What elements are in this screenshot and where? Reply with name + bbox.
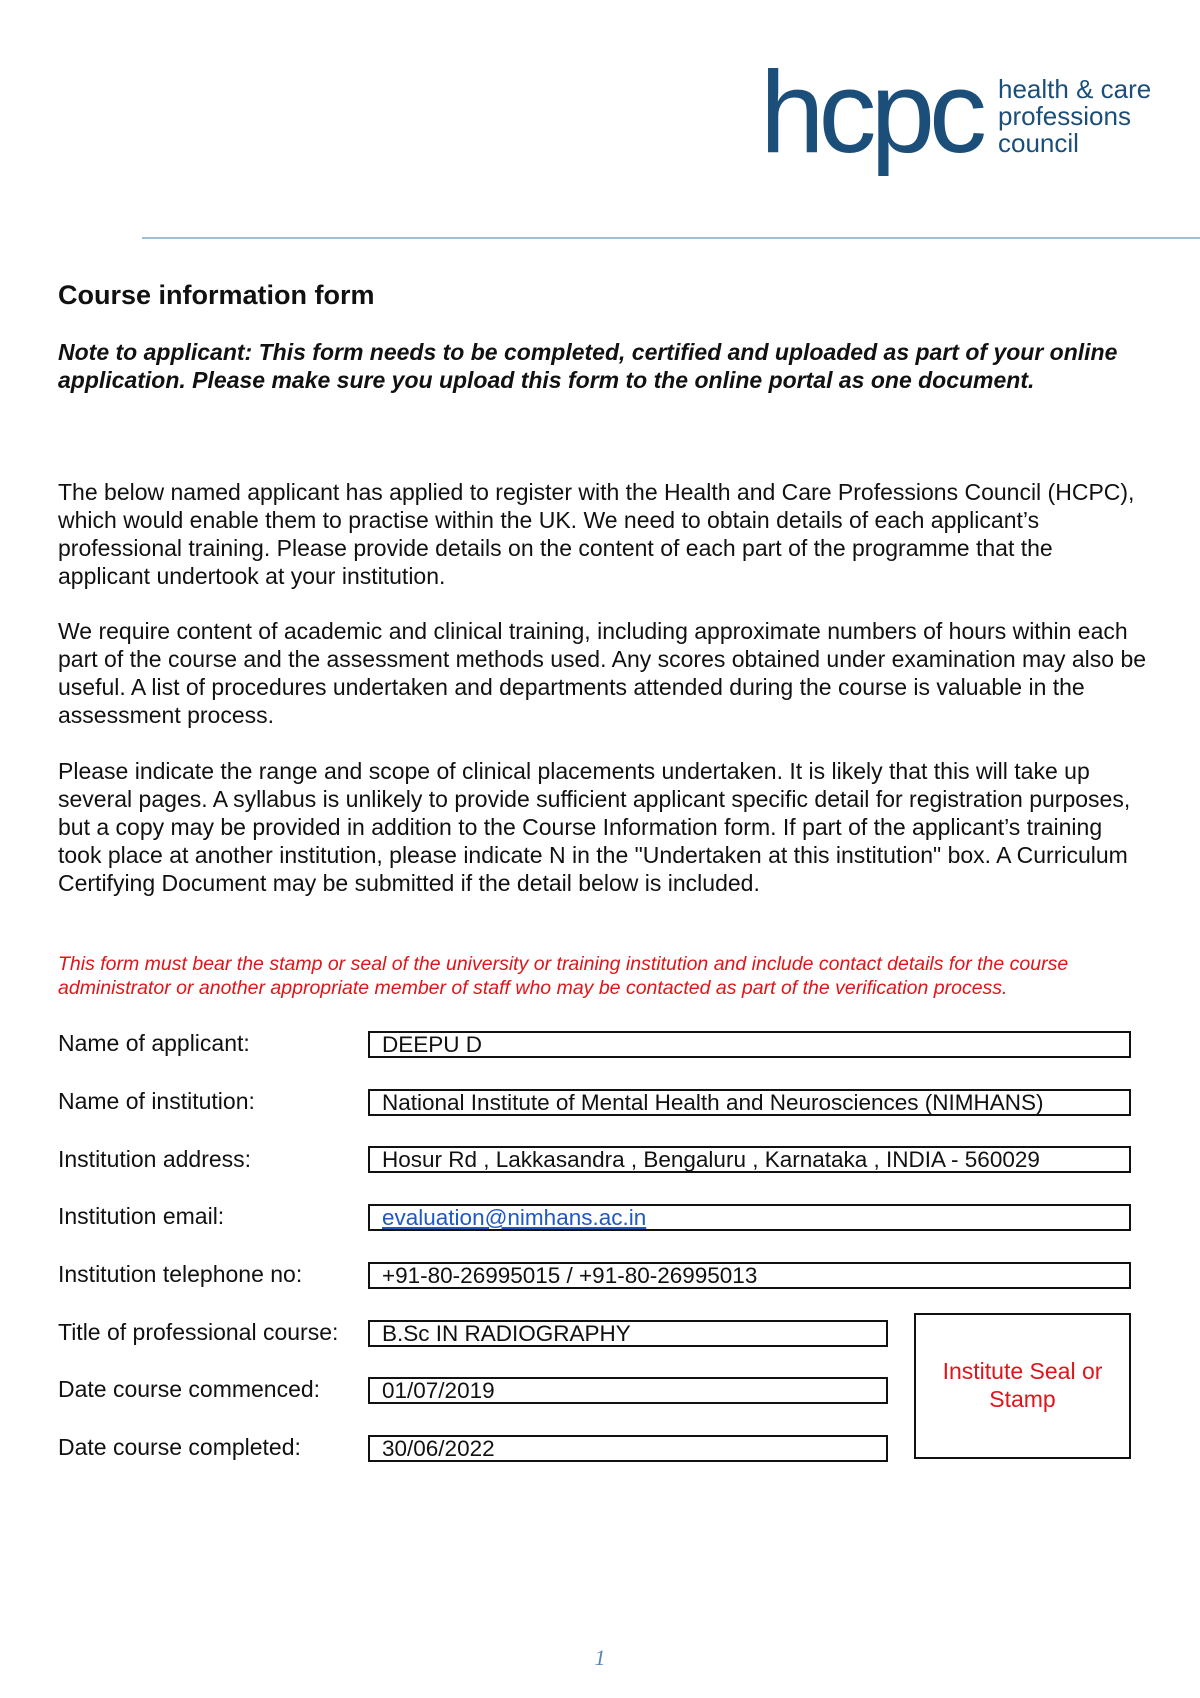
- institution-phone-field[interactable]: +91-80-26995015 / +91-80-26995013: [368, 1262, 1131, 1289]
- intro-paragraph-3: Please indicate the range and scope of clinical placements undertaken. It is likely that this will take up several pages. A syllabus is unlikely to provide sufficient applicant specific detail for registration purposes, but a copy may be provided in addition to the Course Information form. If part of the applicant’s training took place at another institution, please indicate N in the "Undertaken at this institution" box. A Curriculum Certifying Document may be submitted if the detail below is included.: [58, 758, 1131, 896]
- institution-email-link[interactable]: evaluation@nimhans.ac.in: [382, 1205, 647, 1230]
- applicant-name-field[interactable]: DEEPU D: [368, 1031, 1131, 1058]
- hcpc-logo: [760, 47, 1160, 184]
- institution-phone-label: Institution telephone no:: [58, 1261, 303, 1287]
- applicant-note: Note to applicant: This form needs to be completed, certified and uploaded as part of your online application. Please make sure you upload this form to the online portal as one document.: [58, 339, 1118, 393]
- intro-paragraph-1: The below named applicant has applied to register with the Health and Care Professions Council (HCPC), which would enable them to practise within the UK. We need to obtain details of each applicant’s professional training. Please provide details on the content of each part of the programme that the applicant undertook at your institution.: [58, 479, 1135, 589]
- course-title-field[interactable]: B.Sc IN RADIOGRAPHY: [368, 1320, 888, 1347]
- intro-paragraph-2: We require content of academic and clinical training, including approximate numbers of hours within each part of the course and the assessment methods used. Any scores obtained under examination may also be useful. A list of procedures undertaken and departments attended during the course is valuable in the assessment process.: [58, 618, 1147, 728]
- logo-mark: hcpc: [760, 47, 982, 177]
- institution-name-field[interactable]: National Institute of Mental Health and Neurosciences (NIMHANS): [368, 1089, 1131, 1116]
- date-completed-label: Date course completed:: [58, 1434, 301, 1460]
- header-divider: [142, 237, 1200, 239]
- institution-address-field[interactable]: Hosur Rd , Lakkasandra , Bengaluru , Karnataka , INDIA - 560029: [368, 1146, 1131, 1173]
- date-commenced-label: Date course commenced:: [58, 1376, 321, 1402]
- institute-seal-box: [914, 1313, 1131, 1459]
- logo-wordmark: [998, 76, 1151, 157]
- course-title-label: Title of professional course:: [58, 1319, 339, 1345]
- applicant-name-label: Name of applicant:: [58, 1030, 250, 1056]
- date-completed-field[interactable]: 30/06/2022: [368, 1435, 888, 1462]
- logo-word-line-2: professions: [998, 101, 1131, 131]
- institution-email-field[interactable]: [368, 1204, 1131, 1231]
- stamp-requirement-notice: This form must bear the stamp or seal of the university or training institution and include contact details for the course administrator or another appropriate member of staff who may be contacted as part of the verification process.: [58, 953, 1069, 999]
- logo-word-line-3: council: [998, 128, 1079, 158]
- institution-email-label: Institution email:: [58, 1203, 225, 1229]
- page-title: Course information form: [58, 280, 375, 310]
- page-number: 1: [594, 1645, 606, 1670]
- institution-address-label: Institution address:: [58, 1146, 252, 1172]
- institution-name-label: Name of institution:: [58, 1088, 255, 1114]
- date-commenced-field[interactable]: 01/07/2019: [368, 1377, 888, 1404]
- seal-box-label: Institute Seal or Stamp: [942, 1358, 1103, 1412]
- logo-word-line-1: health & care: [998, 74, 1152, 104]
